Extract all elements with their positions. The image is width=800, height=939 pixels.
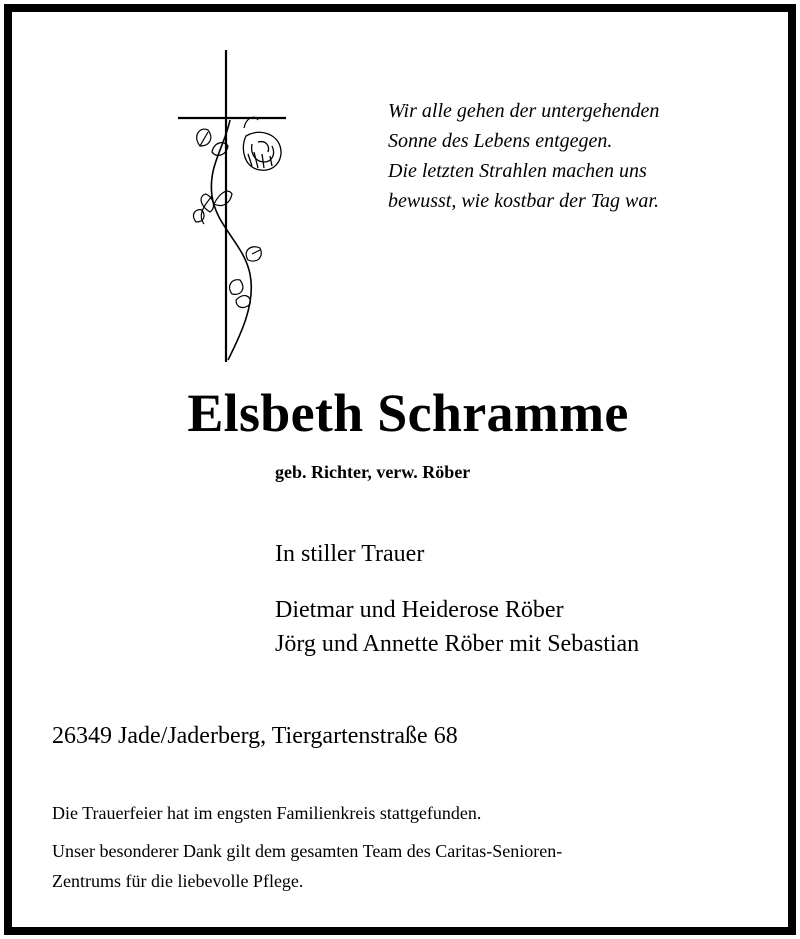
thanks-note-line: Zentrums für die liebevolle Pflege. bbox=[52, 871, 304, 891]
poem-line: bewusst, wie kostbar der Tag war. bbox=[388, 190, 659, 212]
mourner-line: Jörg und Annette Röber mit Sebastian bbox=[275, 631, 640, 657]
thanks-note-line: Unser besonderer Dank gilt dem gesamten Team des Caritas-Senioren- bbox=[52, 841, 563, 861]
poem-line: Wir alle gehen der untergehenden bbox=[388, 100, 660, 122]
poem-line: Sonne des Lebens entgegen. bbox=[388, 130, 613, 152]
poem-line: Die letzten Strahlen machen uns bbox=[388, 160, 647, 182]
mourning-intro: In stiller Trauer bbox=[275, 541, 425, 567]
obituary-frame bbox=[4, 4, 796, 935]
mourner-address: 26349 Jade/Jaderberg, Tiergartenstraße 68 bbox=[52, 723, 458, 749]
funeral-note: Die Trauerfeier hat im engsten Familienkreis stattgefunden. bbox=[52, 803, 482, 823]
deceased-name: Elsbeth Schramme bbox=[187, 383, 629, 443]
cross-with-rose-icon bbox=[174, 48, 294, 366]
mourner-list bbox=[275, 593, 639, 661]
mourner-line: Dietmar und Heiderose Röber bbox=[275, 597, 564, 623]
poem-quote bbox=[388, 96, 768, 216]
deceased-maiden-name: geb. Richter, verw. Röber bbox=[275, 462, 471, 482]
